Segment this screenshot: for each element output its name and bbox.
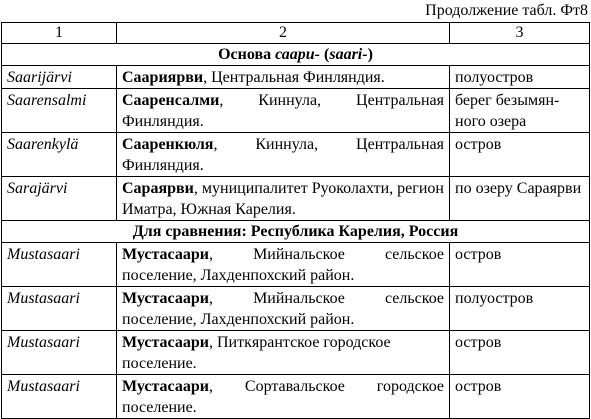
toponym-russian: Саариярви [122, 69, 204, 86]
location-text: , Мийнальское сельское поселение, Лахденпохский район. [122, 246, 444, 284]
description-cell [117, 177, 450, 221]
location-text: , муниципалитет Руоколахти, регион Иматра, Южная Карелия. [122, 180, 444, 218]
toponym-russian: Сараярви [122, 180, 194, 197]
section-heading: Для сравнения: Республика Карелия, Россия [2, 221, 590, 243]
column-number: 2 [117, 23, 450, 44]
column-number-row [2, 23, 590, 44]
description-cell [117, 89, 450, 133]
section-heading-paren-open: ( [320, 46, 330, 63]
toponym-cell: Saarenkylä [2, 133, 117, 177]
table-row [2, 66, 590, 89]
table-row [2, 133, 590, 177]
location-text: , Мийнальское сельское поселение, Лахденпохский район. [122, 290, 444, 328]
object-cell: полуостров [450, 287, 590, 331]
object-cell: остров [450, 375, 590, 419]
section-heading-prefix: Основа [218, 46, 276, 63]
object-cell: остров [450, 243, 590, 287]
description-cell [117, 375, 450, 419]
location-text: , Киннула, Центральная Финляндия. [122, 92, 444, 130]
location-text: , Киннула, Центральная Финляндия. [122, 136, 444, 174]
toponym-russian: Мустасаари [122, 290, 209, 307]
toponym-cell: Mustasaari [2, 375, 117, 419]
toponym-cell: Saarensalmi [2, 89, 117, 133]
section-heading [2, 44, 590, 66]
section-heading-row [2, 221, 590, 243]
section-heading-stem-latin: saari- [329, 46, 368, 63]
toponym-cell: Saarijärvi [2, 66, 117, 89]
location-text: , Центральная Финляндия. [203, 69, 385, 86]
table-row [2, 89, 590, 133]
toponym-russian: Мустасаари [122, 378, 209, 395]
description-cell [117, 331, 450, 375]
table-row [2, 243, 590, 287]
location-text: , Сортавальское городское поселение. [122, 378, 444, 416]
object-cell: по озеру Сараярви [450, 177, 590, 221]
column-number: 3 [450, 23, 590, 44]
section-heading-paren-close: ) [367, 46, 373, 63]
object-cell: берег безымян-ного озера [450, 89, 590, 133]
section-heading-stem-cyrillic: саари- [275, 46, 321, 63]
description-cell [117, 66, 450, 89]
toponym-russian: Мустасаари [122, 334, 209, 351]
toponym-russian: Сааренкюля [122, 136, 214, 153]
description-cell [117, 133, 450, 177]
table-row [2, 375, 590, 419]
toponym-table [1, 22, 590, 419]
toponym-cell: Mustasaari [2, 287, 117, 331]
column-number: 1 [2, 23, 117, 44]
table-row [2, 177, 590, 221]
table-row [2, 287, 590, 331]
object-cell: остров [450, 133, 590, 177]
table-continuation-caption: Продолжение табл. Фт8 [425, 2, 588, 19]
toponym-russian: Мустасаари [122, 246, 209, 263]
toponym-cell: Sarajärvi [2, 177, 117, 221]
description-cell [117, 287, 450, 331]
object-cell: полуостров [450, 66, 590, 89]
section-heading-row [2, 44, 590, 66]
toponym-cell: Mustasaari [2, 243, 117, 287]
location-text: , Питкярантское городское поселение. [122, 334, 391, 372]
table-row [2, 331, 590, 375]
description-cell [117, 243, 450, 287]
toponym-cell: Mustasaari [2, 331, 117, 375]
toponym-russian: Сааренсалми [122, 92, 220, 109]
object-cell: остров [450, 331, 590, 375]
